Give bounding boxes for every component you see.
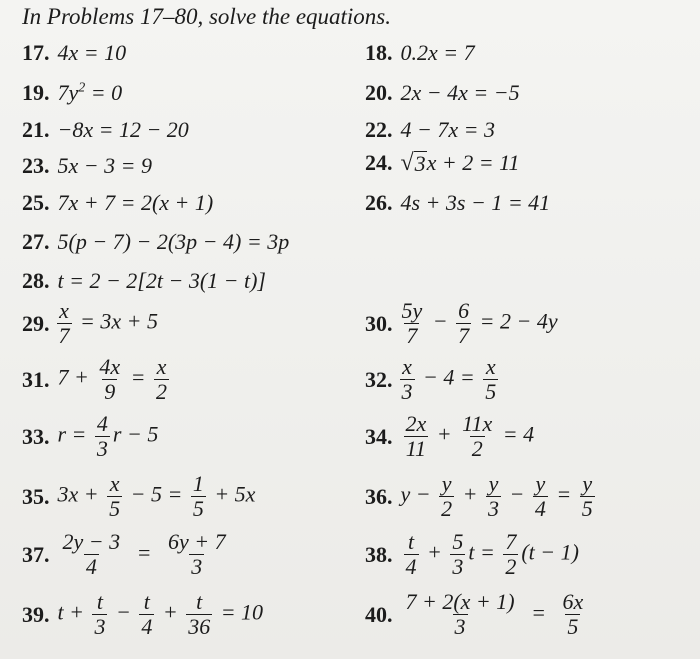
problem-number: 25. xyxy=(22,190,50,215)
problem-40 xyxy=(365,590,588,639)
fraction: $\frac{7 + 2(x + 1)}{3}$ xyxy=(405,589,515,640)
fraction: $\frac{x}{2}$ xyxy=(155,354,167,405)
equation: 5x − 3 = 9 xyxy=(57,153,152,178)
fraction: $\frac{x}{5}$ xyxy=(485,354,497,405)
problem-number: 23. xyxy=(22,153,50,178)
equation: t + $\frac{t}{3}$ − $\frac{t}{4}$ + $\frac{t}{36}$ = 10 xyxy=(57,589,264,640)
square-root: √ 3 xyxy=(400,150,426,176)
problem-17 xyxy=(22,40,126,66)
fraction: $\frac{x}{5}$ xyxy=(109,471,121,522)
problem-25 xyxy=(22,190,213,216)
equation: 4x = 10 xyxy=(57,40,127,65)
equation: 0.2x = 7 xyxy=(400,40,475,65)
equation: $\frac{2x}{11}$ + $\frac{11x}{2}$ = 4 xyxy=(405,411,535,462)
problem-number: 27. xyxy=(22,229,50,254)
fraction: $\frac{6}{7}$ xyxy=(458,298,470,349)
problem-28 xyxy=(22,268,266,294)
problem-number: 30. xyxy=(365,310,393,336)
equation: $\frac{x}{7}$ = 3x + 5 xyxy=(58,298,158,349)
equation: y − $\frac{y}{2}$ + $\frac{y}{3}$ − $\frac{y}{4}$ = $\frac{y}{5}$ xyxy=(400,471,593,522)
fraction: $\frac{y}{4}$ xyxy=(534,471,546,522)
problem-number: 38. xyxy=(365,541,393,567)
equation: 2x − 4x = −5 xyxy=(400,80,520,105)
equation: −8x = 12 − 20 xyxy=(57,117,189,142)
equation: r = $\frac{4}{3}$ r − 5 xyxy=(57,411,159,462)
fraction: $\frac{7}{2}$ xyxy=(505,529,517,580)
fraction: $\frac{x}{3}$ xyxy=(401,354,413,405)
problem-number: 20. xyxy=(365,80,393,105)
problem-36 xyxy=(365,472,598,521)
fraction: $\frac{5}{3}$ xyxy=(452,529,464,580)
problem-number: 32. xyxy=(365,366,393,392)
equation: $\frac{2y - 3}{4}$ = $\frac{6y + 7}{3}$ xyxy=(62,529,226,580)
problem-23 xyxy=(22,153,152,179)
equation: $\frac{7 + 2(x + 1)}{3}$ = $\frac{6x}{5}$ xyxy=(405,589,584,640)
problem-number: 26. xyxy=(365,190,393,215)
equation: 7x + 7 = 2(x + 1) xyxy=(57,190,214,215)
equation: 4 − 7x = 3 xyxy=(400,117,495,142)
fraction: $\frac{1}{5}$ xyxy=(192,471,204,522)
fraction: $\frac{4}{3}$ xyxy=(96,411,108,462)
problem-24 xyxy=(365,150,520,176)
fraction: $\frac{5y}{7}$ xyxy=(401,298,423,349)
equation: 7 + $\frac{4x}{9}$ = $\frac{x}{2}$ xyxy=(57,354,167,405)
section-heading: In Problems 17–80, solve the equations. xyxy=(22,4,392,29)
problem-21 xyxy=(22,117,189,143)
problem-number: 39. xyxy=(22,601,50,627)
problem-number: 31. xyxy=(22,366,50,392)
problem-34 xyxy=(365,412,534,461)
fraction: $\frac{t}{4}$ xyxy=(141,589,153,640)
problem-number: 33. xyxy=(22,423,50,449)
fraction: $\frac{y}{3}$ xyxy=(487,471,499,522)
problem-35 xyxy=(22,472,255,521)
problem-20 xyxy=(365,80,520,106)
problem-number: 35. xyxy=(22,483,50,509)
problem-37 xyxy=(22,530,231,579)
fraction: $\frac{6x}{5}$ xyxy=(562,589,584,640)
equation: 4s + 3s − 1 = 41 xyxy=(400,190,551,215)
problem-19 xyxy=(22,80,122,106)
equation: 5(p − 7) − 2(3p − 4) = 3p xyxy=(57,229,290,254)
problem-number: 19. xyxy=(22,80,50,105)
equation: 3x + $\frac{x}{5}$ − 5 = $\frac{1}{5}$ + 5x xyxy=(57,471,256,522)
problem-number: 17. xyxy=(22,40,50,65)
fraction: $\frac{4x}{9}$ xyxy=(99,354,121,405)
problem-number: 22. xyxy=(365,117,393,142)
problem-number: 37. xyxy=(22,541,50,567)
equation: $\frac{5y}{7}$ − $\frac{6}{7}$ = 2 − 4y xyxy=(401,298,558,349)
problem-22 xyxy=(365,117,495,143)
fraction: $\frac{11x}{2}$ xyxy=(462,411,493,462)
problem-26 xyxy=(365,190,550,216)
problem-number: 18. xyxy=(365,40,393,65)
fraction: $\frac{6y + 7}{3}$ xyxy=(167,529,226,580)
problem-39 xyxy=(22,590,263,639)
problem-32 xyxy=(365,355,501,404)
problem-18 xyxy=(365,40,475,66)
problem-number: 34. xyxy=(365,423,393,449)
fraction: $\frac{2x}{11}$ xyxy=(405,411,427,462)
fraction: $\frac{y}{5}$ xyxy=(581,471,593,522)
fraction: $\frac{t}{4}$ xyxy=(405,529,417,580)
problem-number: 21. xyxy=(22,117,50,142)
problem-27 xyxy=(22,229,289,255)
problem-31 xyxy=(22,355,172,404)
problem-38 xyxy=(365,530,579,579)
problem-33 xyxy=(22,412,158,461)
fraction: $\frac{2y - 3}{4}$ xyxy=(62,529,121,580)
fraction: $\frac{x}{7}$ xyxy=(58,298,70,349)
equation: √ 3 x + 2 = 11 xyxy=(400,150,520,176)
fraction: $\frac{t}{3}$ xyxy=(94,589,106,640)
equation: $\frac{x}{3}$ − 4 = $\frac{x}{5}$ xyxy=(401,354,497,405)
equation: $7y^2 = 0$ xyxy=(57,80,123,105)
problem-number: 28. xyxy=(22,268,50,293)
fraction: $\frac{y}{2}$ xyxy=(441,471,453,522)
problem-number: 40. xyxy=(365,601,393,627)
problem-number: 24. xyxy=(365,150,393,175)
fraction: $\frac{t}{36}$ xyxy=(188,589,211,640)
equation: $\frac{t}{4}$ + $\frac{5}{3}$ t = $\frac{7}{2}$ (t − 1) xyxy=(405,529,579,580)
problem-30 xyxy=(365,299,558,348)
problem-29 xyxy=(22,299,158,348)
equation: t = 2 − 2[2t − 3(1 − t)] xyxy=(57,268,266,293)
problem-number: 29. xyxy=(22,310,50,336)
problem-number: 36. xyxy=(365,483,393,509)
